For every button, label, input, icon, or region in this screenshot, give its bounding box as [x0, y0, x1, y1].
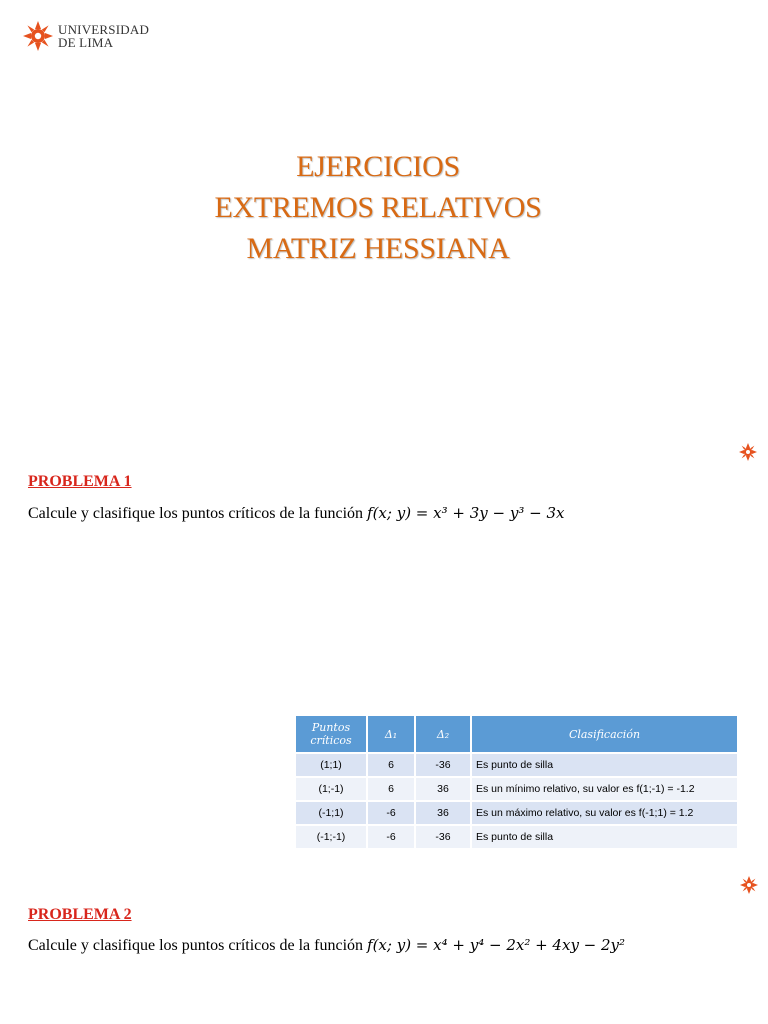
title-line-3: MATRIZ HESSIANA [246, 232, 510, 265]
table-row [296, 801, 738, 825]
critical-points-table [296, 716, 739, 848]
cell-point: (1;-1) [296, 777, 367, 801]
cell-delta-2: -36 [415, 825, 471, 848]
problem-1-function: f(x; y) = x³ + 3y − y³ − 3x [367, 504, 565, 522]
cell-delta-1: 6 [367, 753, 415, 777]
cell-point: (1;1) [296, 753, 367, 777]
cell-delta-2: 36 [415, 801, 471, 825]
cell-point: (-1;-1) [296, 825, 367, 848]
table-header-row [296, 716, 738, 753]
table-row [296, 753, 738, 777]
cell-classification: Es un máximo relativo, su valor es f(-1;1) = 1.2 [471, 801, 738, 825]
problem-2-function: f(x; y) = x⁴ + y⁴ − 2x² + 4xy − 2y² [367, 936, 626, 954]
logo-line-1: UNIVERSIDAD [58, 22, 150, 37]
cell-classification: Es un mínimo relativo, su valor es f(1;-1) = -1.2 [471, 777, 738, 801]
logo-text [58, 23, 149, 49]
title-line-2: EXTREMOS RELATIVOS [214, 191, 542, 224]
cell-delta-1: 6 [367, 777, 415, 801]
cell-point: (-1;1) [296, 801, 367, 825]
cell-classification: Es punto de silla [471, 753, 738, 777]
table-row [296, 825, 738, 848]
problem-1-statement [28, 504, 564, 523]
cell-delta-1: -6 [367, 825, 415, 848]
problem-2-heading: PROBLEMA 2 [28, 906, 132, 923]
logo-line-2: DE LIMA [58, 35, 114, 50]
header-delta-1: Δ₁ [367, 716, 415, 753]
flower-icon [739, 443, 757, 461]
table-row [296, 777, 738, 801]
header-critical-points: Puntos críticos [296, 716, 367, 753]
flower-icon [740, 876, 758, 894]
cell-delta-2: -36 [415, 753, 471, 777]
university-logo [22, 20, 149, 52]
header-delta-2: Δ₂ [415, 716, 471, 753]
cell-delta-2: 36 [415, 777, 471, 801]
problem-1-text: Calcule y clasifique los puntos críticos de la función [28, 505, 364, 522]
title-line-1: EJERCICIOS [296, 150, 460, 183]
problem-2-statement [28, 936, 625, 955]
sun-flower-icon [22, 20, 54, 52]
cell-classification: Es punto de silla [471, 825, 738, 848]
header-classification: Clasificación [471, 716, 738, 753]
problem-2-text: Calcule y clasifique los puntos críticos de la función [28, 937, 364, 954]
problem-1-heading: PROBLEMA 1 [28, 473, 132, 490]
page-title [0, 146, 756, 269]
cell-delta-1: -6 [367, 801, 415, 825]
